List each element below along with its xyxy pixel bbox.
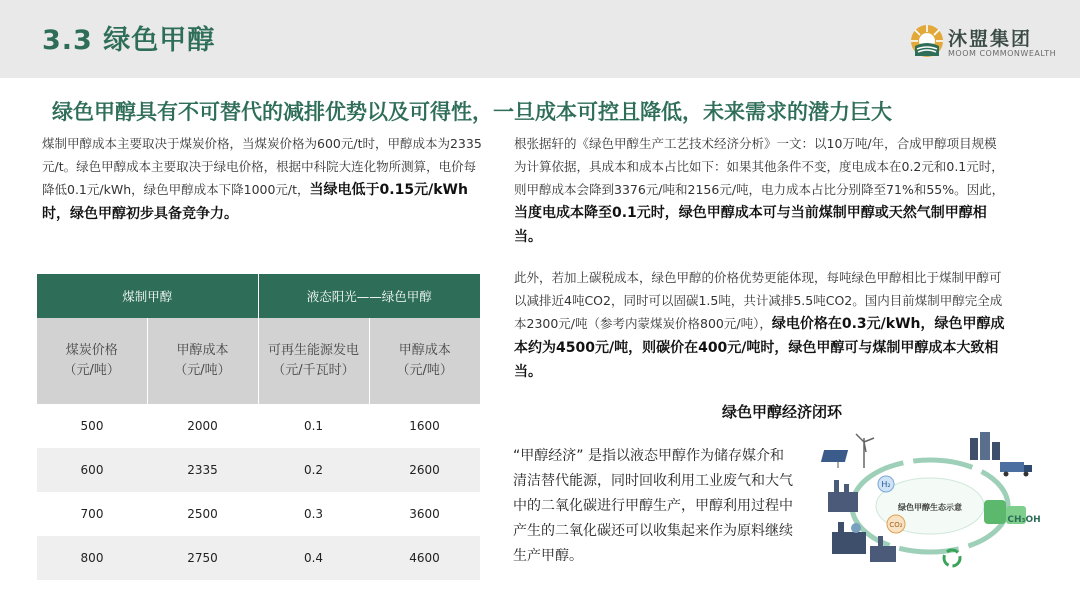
col-header-green-methanol-cost: 甲醇成本 （元/吨） <box>369 318 480 404</box>
table-cell: 3600 <box>369 492 480 536</box>
group-header-green: 液态阳光——绿色甲醇 <box>258 274 480 318</box>
col-header-coal-price: 煤炭价格 （元/吨） <box>37 318 147 404</box>
right-paragraph-2 <box>514 266 1008 384</box>
product-label: CH₃OH <box>1007 515 1041 525</box>
table-cell: 0.3 <box>258 492 369 536</box>
table-row <box>37 536 480 580</box>
loop-description: “甲醇经济” 是指以液态甲醇作为储存媒介和清洁替代能源，同时回收利用工业废气和大气中的二氧化碳进行甲醇生产，甲醇利用过程中产生的二氧化碳还可以收集起来作为原料继续生产甲醇。 <box>513 448 793 564</box>
table-cell: 2000 <box>147 404 258 448</box>
table-row <box>37 492 480 536</box>
logo-name: 沐盟集团 <box>948 28 1033 50</box>
table-cell: 500 <box>37 404 147 448</box>
paragraph-text: 根张据轩的《绿色甲醇生产工艺技术经济分析》一文：以10万吨/年，合成甲醇项目规模为计算依据，具成本和成本占比如下：如果其他条件不变，度电成本在0.2元和0.1元时，则甲醇成本会降到3376元/吨和2156元/吨，电力成本占比分别降至71%和55%。因此， <box>514 136 1005 197</box>
sun-logo-icon <box>910 24 944 58</box>
loop-title: 绿色甲醇经济闭环 <box>722 403 843 421</box>
paragraph-text: 煤制甲醇成本主要取决于煤炭价格，当煤炭价格为600元/t时，甲醇成本为2335元/t。绿色甲醇成本主要取决于绿电价格，根据中科院大连化物所测算，电价每降低0.1元/kWh，绿色甲醇成本下降1000元/t， <box>42 136 482 197</box>
slide-header <box>0 0 1080 78</box>
table-cell: 2335 <box>147 448 258 492</box>
table-body <box>37 404 480 580</box>
table-cell: 2500 <box>147 492 258 536</box>
city-buildings-icon <box>970 432 1000 460</box>
logo-tagline: MOOM COMMONWEALTH <box>948 49 1057 58</box>
table-cell: 2600 <box>369 448 480 492</box>
col-header-coal-methanol-cost: 甲醇成本 （元/吨） <box>147 318 258 404</box>
right-paragraph-1 <box>514 132 1008 249</box>
table-cell: 800 <box>37 536 147 580</box>
table-cell: 0.4 <box>258 536 369 580</box>
table-row <box>37 404 480 448</box>
col-header-renewable-price: 可再生能源发电 （元/千瓦时） <box>258 318 369 404</box>
table-row <box>37 448 480 492</box>
table-cell: 0.2 <box>258 448 369 492</box>
paragraph-text: 此外，若加上碳税成本，绿色甲醇的价格优势更能体现，每吨绿色甲醇相比于煤制甲醇可以减排近4吨CO2，同时可以固碳1.5吨，共计减排5.5吨CO2。国内目前煤制甲醇完全成本2300元/吨（参考内蒙煤炭价格800元/吨）， <box>514 270 1003 331</box>
methanol-ecosystem-diagram <box>808 428 1044 578</box>
truck-icon <box>1000 462 1032 477</box>
group-header-coal: 煤制甲醇 <box>37 274 258 318</box>
table-cell: 600 <box>37 448 147 492</box>
wind-turbine-icon <box>856 434 874 468</box>
table-cell: 0.1 <box>258 404 369 448</box>
co2-badge <box>887 515 905 533</box>
company-logo <box>910 22 1060 62</box>
left-paragraph <box>42 132 482 226</box>
slide-title: 3.3 绿色甲醇 <box>42 25 216 56</box>
table-cell: 700 <box>37 492 147 536</box>
paragraph-emphasis: 绿电价格在0.3元/kWh，绿色甲醇成本约为4500元/吨，则碳价在400元/吨时，绿色甲醇可与煤制甲醇成本大致相当。 <box>514 316 1005 380</box>
table-cell: 4600 <box>369 536 480 580</box>
headline: 绿色甲醇具有不可替代的减排优势以及可得性，一旦成本可控且降低，未来需求的潜力巨大 <box>52 100 892 124</box>
svg-text:H₂: H₂ <box>881 480 891 489</box>
paragraph-emphasis: 当绿电低于0.15元/kWh时，绿色甲醇初步具备竞争力。 <box>42 182 468 222</box>
paragraph-emphasis: 当度电成本降至0.1元时，绿色甲醇成本可与当前煤制甲醇或天然气制甲醇相当。 <box>514 205 987 245</box>
center-label: 绿色甲醇生态示意 <box>898 503 962 512</box>
h2-badge <box>878 476 894 492</box>
table-cell: 1600 <box>369 404 480 448</box>
cost-table <box>37 274 480 580</box>
solar-panel-icon <box>821 450 848 468</box>
svg-text:CO₂: CO₂ <box>889 521 903 529</box>
table-cell: 2750 <box>147 536 258 580</box>
factory-icon <box>828 480 858 512</box>
